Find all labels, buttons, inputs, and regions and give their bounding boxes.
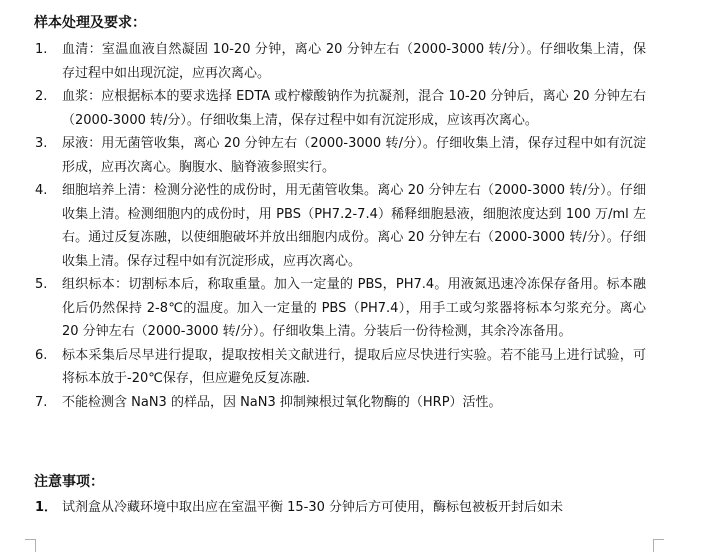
page-corner-mark-right	[653, 539, 664, 552]
list-item	[34, 344, 646, 391]
list-item-text: 血浆：应根据标本的要求选择 EDTA 或柠檬酸钠作为抗凝剂，混合 10-20 分钟后，离心 20 分钟左右（2000-3000 转/分）。仔细收集上清，保存过程中如有沉淀形成，应该再次离心。	[62, 89, 646, 128]
list-item-text: 尿液：用无菌管收集，离心 20 分钟左右（2000-3000 转/分）。仔细收集上清，保存过程中如有沉淀形成，应再次离心。胸腹水、脑脊液参照实行。	[62, 136, 646, 175]
list-item-number: 6.	[35, 347, 48, 363]
section-heading-sample-processing: 样本处理及要求：	[34, 15, 146, 31]
list-item	[34, 273, 646, 344]
list-item-number: 7.	[35, 394, 48, 410]
list-item	[34, 179, 646, 273]
list-item-number: 3.	[35, 136, 48, 151]
precaution-item-text: 试剂盒从冷藏环境中取出应在室温平衡 15-30 分钟后方可使用，酶标包被板开封后如未	[62, 500, 564, 515]
precaution-item-number: 1．	[35, 500, 58, 515]
list-item-number: 5.	[35, 277, 48, 292]
sample-processing-list	[34, 38, 646, 414]
list-item-number: 2.	[35, 89, 48, 104]
list-item-text: 不能检测含 NaN3 的样品，因 NaN3 抑制辣根过氧化物酶的（HRP）活性。	[62, 394, 502, 410]
section-heading-precautions: 注意事项：	[34, 474, 104, 490]
list-item-number: 4.	[35, 183, 48, 198]
list-item	[34, 38, 646, 85]
page-corner-mark-left	[25, 539, 36, 552]
list-item	[34, 391, 646, 415]
list-item-text: 血清：室温血液自然凝固 10-20 分钟，离心 20 分钟左右（2000-3000 转/分）。仔细收集上清，保存过程中如出现沉淀，应再次离心。	[62, 42, 646, 81]
list-item	[34, 85, 646, 132]
list-item-text: 组织标本：切割标本后，称取重量。加入一定量的 PBS，PH7.4。用液氮迅速冷冻保存备用。标本融化后仍然保持 2-8℃的温度。加入一定量的 PBS（PH7.4），用手工或匀浆器将标本匀浆充分。离心 20 分钟左右（2000-3000 转/分）。仔细收集上清。分装后一份待检测，其余冷冻备用。	[62, 277, 646, 339]
list-item-text: 细胞培养上清：检测分泌性的成份时，用无菌管收集。离心 20 分钟左右（2000-3000 转/分）。仔细收集上清。检测细胞内的成份时，用 PBS（PH7.2-7.4）稀释细胞悬液，细胞浓度达到 100 万/ml 左右。通过反复冻融，以使细胞破坏并放出细胞内成份。离心 20 分钟左右（2000-3000 转/分）。仔细收集上清。保存过程中如有沉淀形成，应再次离心。	[62, 183, 646, 269]
list-item	[34, 132, 646, 179]
precaution-item	[34, 496, 646, 520]
list-item-text: 标本采集后尽早进行提取，提取按相关文献进行，提取后应尽快进行实验。若不能马上进行试验，可将标本放于-20℃保存，但应避免反复冻融.	[62, 347, 646, 386]
list-item-number: 1.	[35, 42, 48, 57]
